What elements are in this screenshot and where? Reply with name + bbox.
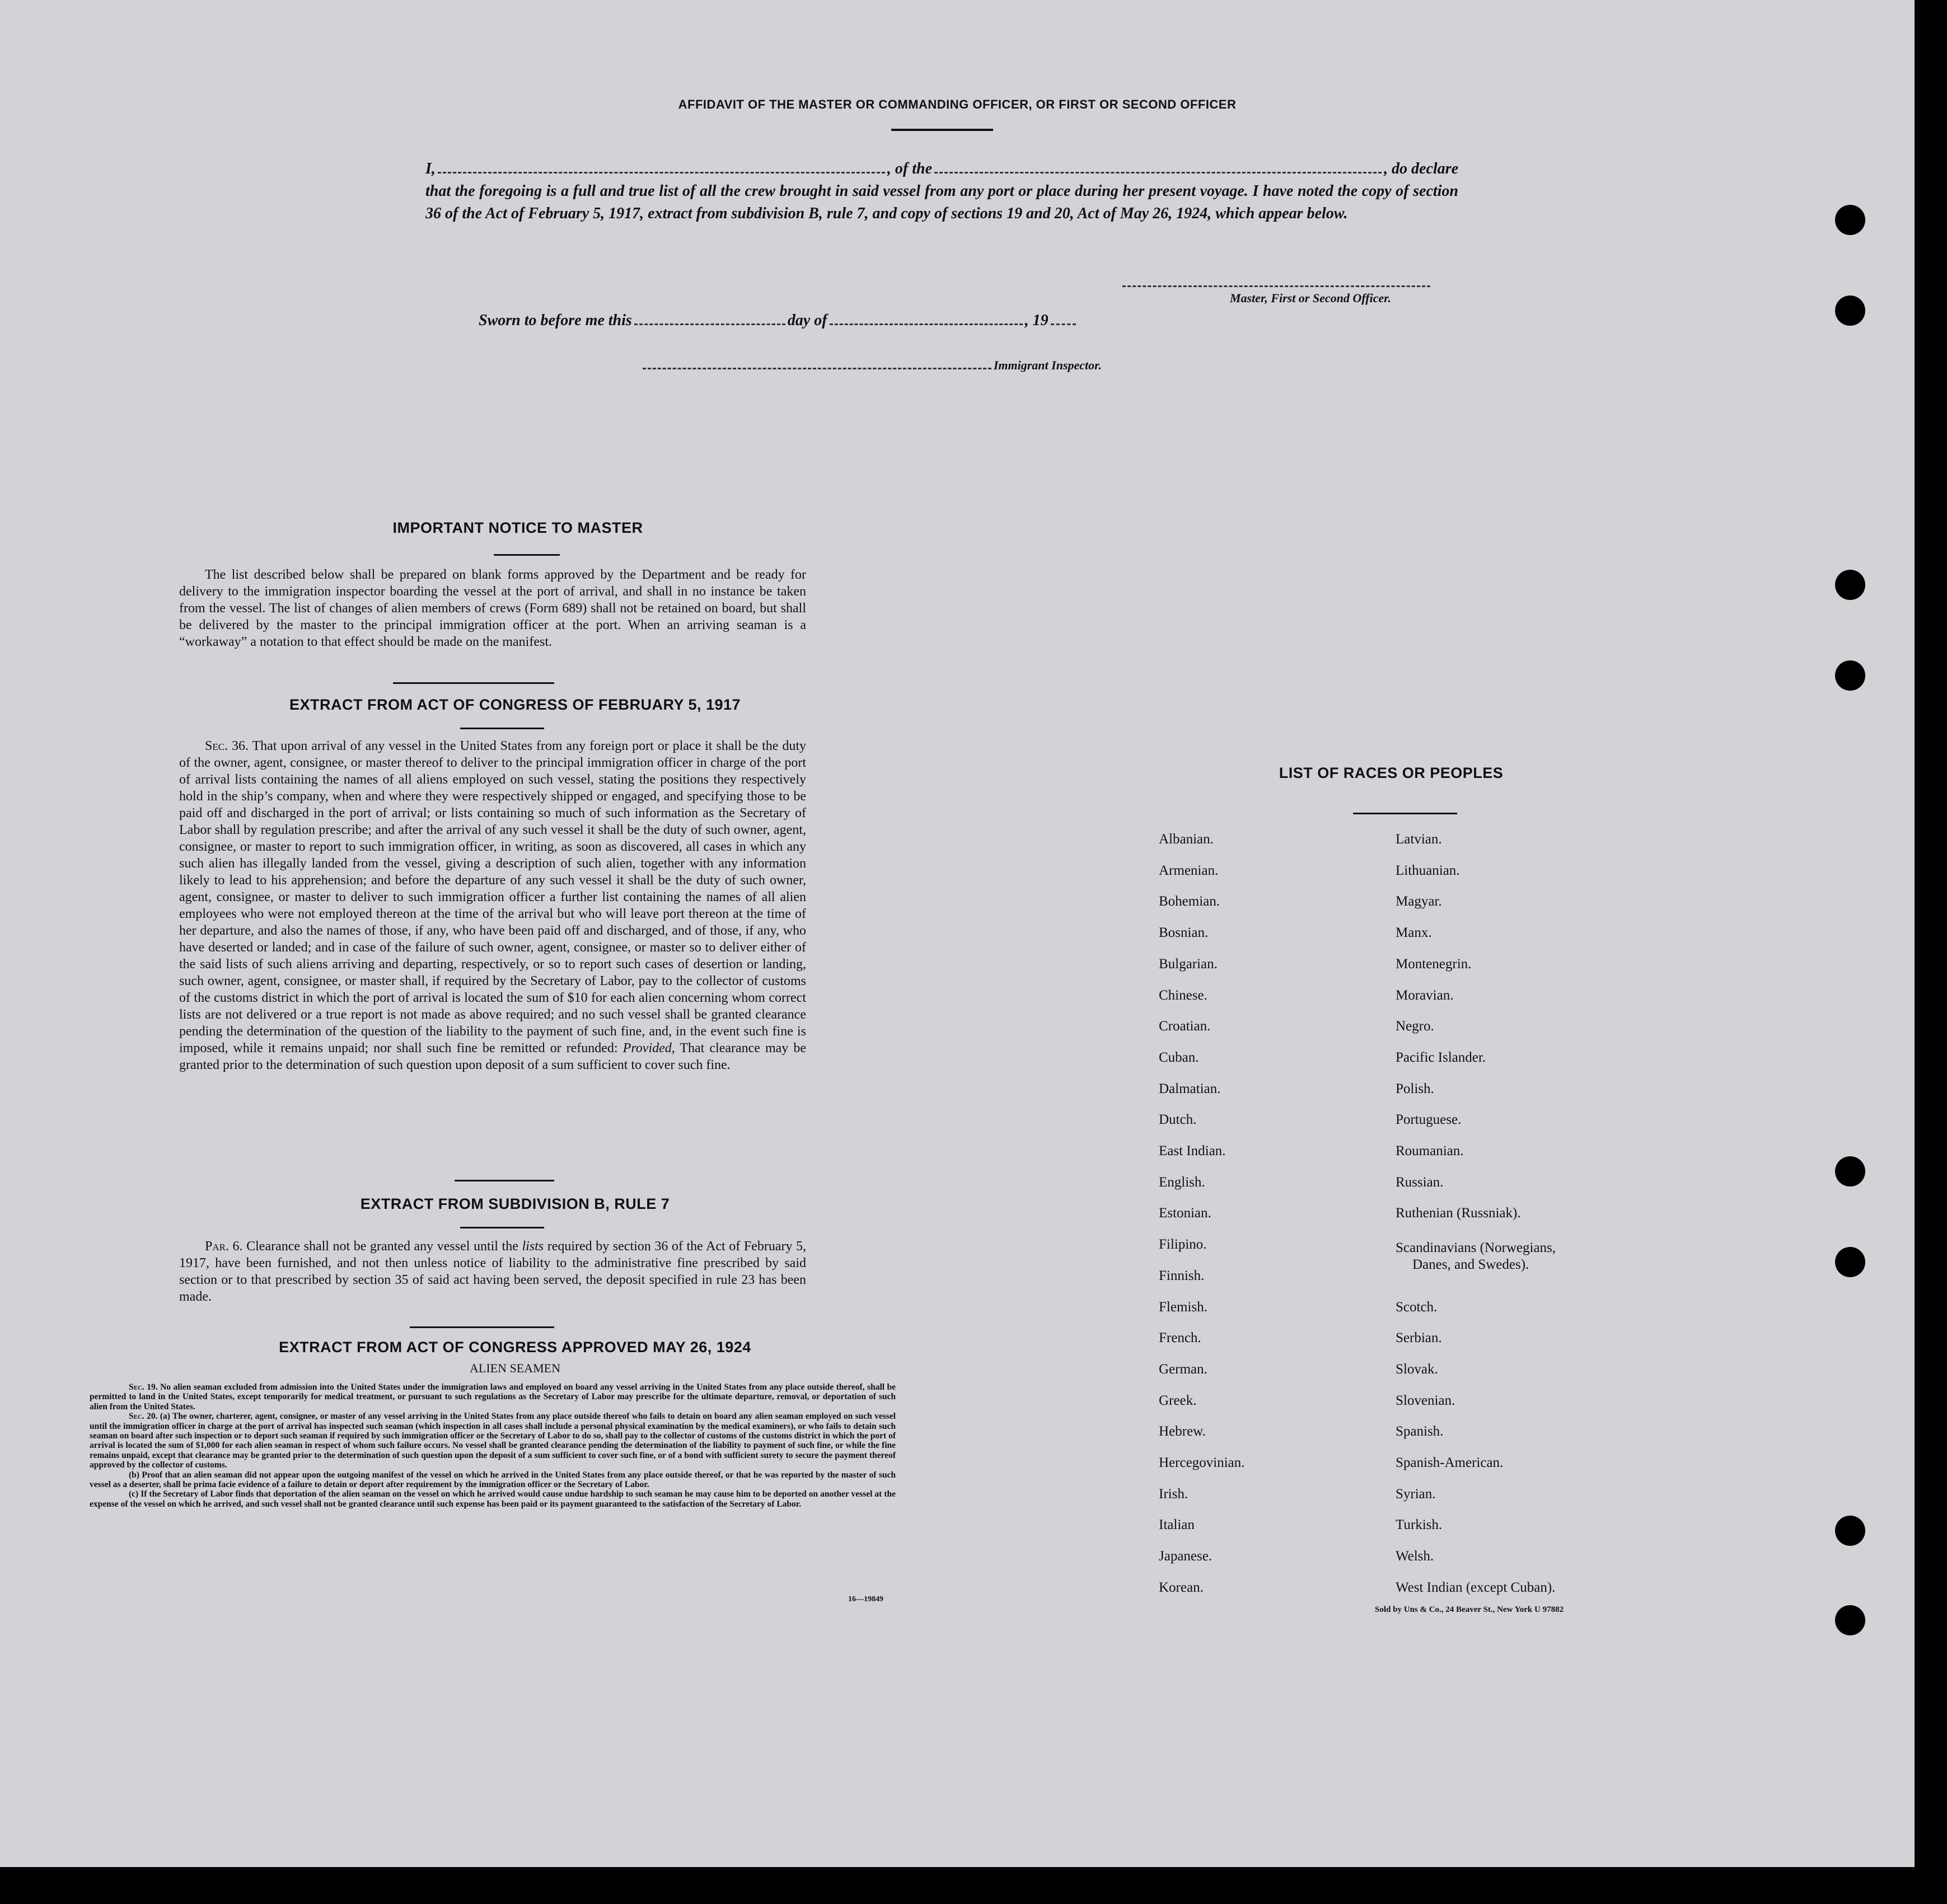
section-20-label: Sec. 20. <box>129 1411 158 1422</box>
race-item: Turkish. <box>1396 1517 1443 1533</box>
race-item: Hebrew. <box>1159 1424 1206 1439</box>
divider <box>891 129 993 131</box>
section-36-end: That clearance may be granted prior to the determination of such question upon deposit of a sum sufficient to cover such fine. <box>179 1041 807 1072</box>
lists-word: lists <box>522 1239 544 1254</box>
section-36-label: Sec. 36. <box>205 739 249 753</box>
rule7-body-a: Clearance shall not be granted any vessel until the <box>246 1239 518 1254</box>
section-19-label: Sec. 19. <box>129 1382 158 1392</box>
race-item: Lithuanian. <box>1396 862 1460 878</box>
race-item: German. <box>1159 1361 1207 1377</box>
provided-label: Provided, <box>623 1041 675 1056</box>
binder-hole <box>1835 1605 1865 1635</box>
year-blank[interactable] <box>1051 311 1076 325</box>
race-item: Estonian. <box>1159 1206 1211 1221</box>
race-item: Hercegovinian. <box>1159 1455 1245 1470</box>
race-item: Chinese. <box>1159 987 1207 1003</box>
race-item: Montenegrin. <box>1396 956 1472 972</box>
divider <box>460 728 544 729</box>
race-item: West Indian (except Cuban). <box>1396 1579 1556 1595</box>
race-item: Dalmatian. <box>1159 1081 1221 1096</box>
race-item: English. <box>1159 1174 1205 1190</box>
race-item: East Indian. <box>1159 1143 1226 1159</box>
race-item: Greek. <box>1159 1392 1197 1408</box>
race-item: Dutch. <box>1159 1112 1197 1128</box>
race-item: Latvian. <box>1396 832 1442 847</box>
race-item: Serbian. <box>1396 1330 1442 1346</box>
race-item: Syrian. <box>1396 1486 1436 1502</box>
inspector-caption: Immigrant Inspector. <box>993 358 1102 372</box>
form-number: 16—19849 <box>848 1595 883 1603</box>
notice-text: The list described below shall be prepared on blank forms approved by the Department and be ready for delivery to the immigration inspector boarding the vessel at the port of arrival, and shall in no instance be taken from the vessel. The list of changes of alien members of crews (Form 689) shall not be retained on board, but shall be delivered by the master to the principal immigration officer at the port. When an arriving seaman is a “workaway” a notation to that effect should be made on the manifest. <box>179 568 806 649</box>
race-item: Portuguese. <box>1396 1112 1462 1128</box>
race-item: Croatian. <box>1159 1019 1211 1034</box>
race-item: Bohemian. <box>1159 894 1220 909</box>
alien-seamen-subtitle: ALIEN SEAMEN <box>470 1361 560 1375</box>
race-item: French. <box>1159 1330 1201 1346</box>
day-blank[interactable] <box>634 311 785 325</box>
extract-1917-title: EXTRACT FROM ACT OF CONGRESS OF FEBRUARY 5, 1917 <box>289 696 741 713</box>
race-item: Filipino. <box>1159 1237 1207 1253</box>
race-item: Ruthenian (Russniak). <box>1396 1206 1521 1221</box>
race-item-continued: Danes, and Swedes). <box>1412 1257 1529 1272</box>
divider <box>494 554 560 556</box>
race-item: Cuban. <box>1159 1049 1199 1065</box>
binder-hole <box>1835 296 1865 326</box>
race-item: Flemish. <box>1159 1299 1207 1315</box>
section-20a-body: (a) The owner, charterer, agent, consignee, or master of any vessel arriving in the United States from any place outside thereof who fails to detain on board any alien seaman employed on such vessel until the immigration officer in charge at the port of arrival has inspected such seaman (which inspection in all cases shall include a personal physical examination by the medical examiners), or who fails to detain such seaman on board after such inspection or to deport such seaman if required by such immigration officer or the Secretary of Labor to do so, shall pay to the collector of customs of the customs district in which the port of arrival is located the sum of $1,000 for each alien seaman in respect of whom such failure occurs. No vessel shall be granted clearance pending the determination of the liability to payment of such fine, or while the fine remains unpaid, except that clearance may be granted prior to the determination of such question upon the deposit of a sum sufficient to cover such fine, or of a bond with sufficient surety to secure the payment thereof approved by the collector of customs. <box>90 1411 896 1470</box>
race-item: Negro. <box>1396 1019 1434 1034</box>
divider <box>393 682 554 684</box>
notice-title: IMPORTANT NOTICE TO MASTER <box>392 519 643 536</box>
vessel-blank[interactable] <box>934 160 1382 173</box>
rule7-text <box>179 1238 806 1305</box>
race-item: Welsh. <box>1396 1549 1434 1564</box>
race-item: Russian. <box>1396 1174 1444 1190</box>
races-title: LIST OF RACES OR PEOPLES <box>1279 765 1504 781</box>
race-item: Korean. <box>1159 1579 1204 1595</box>
rule7-title: EXTRACT FROM SUBDIVISION B, RULE 7 <box>360 1195 670 1212</box>
inspector-line <box>643 358 1102 373</box>
binder-hole <box>1835 205 1865 235</box>
section-19 <box>90 1382 896 1411</box>
binder-hole <box>1835 1247 1865 1277</box>
rule7-body-b: required by section 36 of the Act of February 5, 1917, have been furnished, and not then unless notice of liability to the administrative fine prescribed by said section or to that prescribed by section 35 of said act having been served, the deposit specified in rule 23 has been made. <box>179 1239 807 1304</box>
race-item: Slovak. <box>1396 1361 1438 1377</box>
affidavit-text: that the foregoing is a full and true list of all the crew brought in said vessel from any port or place during her present voyage. I have noted the copy of section 36 of the Act of February 5, 1917, extract from subdivision B, rule 7, and copy of sections 19 and 20, Act of May 26, 1924, which appear below. <box>425 182 1458 222</box>
race-item: Italian <box>1159 1517 1195 1533</box>
section-36-text <box>179 738 806 1073</box>
race-item: Spanish. <box>1396 1424 1444 1439</box>
sections-19-20-text <box>90 1382 896 1509</box>
race-item: Irish. <box>1159 1486 1188 1502</box>
sworn-line <box>479 311 1145 330</box>
race-item: Scandinavians (Norwegians, <box>1396 1240 1556 1255</box>
divider <box>455 1180 554 1181</box>
race-item: Moravian. <box>1396 987 1454 1003</box>
affidavit-title: AFFIDAVIT OF THE MASTER OR COMMANDING OFFICER, OR FIRST OR SECOND OFFICER <box>678 97 1237 111</box>
race-item: Spanish-American. <box>1396 1455 1504 1470</box>
race-item: Bosnian. <box>1159 925 1209 941</box>
affidavit-declaration <box>425 158 1458 225</box>
day-of-label: day of <box>787 312 827 329</box>
race-item: Polish. <box>1396 1081 1434 1096</box>
name-blank[interactable] <box>438 160 885 173</box>
section-20a <box>90 1411 896 1470</box>
race-item: Bulgarian. <box>1159 956 1218 972</box>
binder-hole <box>1835 570 1865 600</box>
sworn-label: Sworn to before me this <box>479 312 632 329</box>
race-item: Pacific Islander. <box>1396 1049 1486 1065</box>
race-item: Slovenian. <box>1396 1392 1455 1408</box>
race-item: Finnish. <box>1159 1268 1205 1283</box>
affidavit-of-label: , of the <box>887 160 933 177</box>
divider <box>410 1326 554 1328</box>
race-item: Albanian. <box>1159 832 1214 847</box>
section-20c: (c) If the Secretary of Labor finds that deportation of the alien seaman on the vessel on which he arrived would cause undue hardship to such seaman he may cause him to be deported on another vessel at the expense of the vessel on which he arrived, and such vessel shall not be granted clearance until such expense has been paid or its payment guaranteed to the satisfaction of the Secretary of Labor. <box>90 1489 896 1509</box>
master-signature-caption: Master, First or Second Officer. <box>1229 291 1391 305</box>
race-item: Manx. <box>1396 925 1432 941</box>
binder-hole <box>1835 1156 1865 1187</box>
master-signature-line[interactable] <box>1122 285 1430 287</box>
binder-hole <box>1835 1516 1865 1546</box>
section-36-body: That upon arrival of any vessel in the United States from any foreign port or place it shall be the duty of the owner, agent, consignee, or master thereof to deliver to the principal immigration officer in charge of the port of arrival lists containing the names of all aliens employed on such vessel, stating the positions they respectively hold in the ship’s company, when and where they were respectively shipped or engaged, and specifying those to be paid off and discharged in the port of arrival; or lists containing so much of such information as the Secretary of Labor shall by regulation prescribe; and after the arrival of any such vessel it shall be the duty of such owner, agent, consignee, or master to report to such immigration officer, in writing, as soon as discovered, all cases in which any such alien has illegally landed from the vessel, giving a description of such alien, together with any information likely to lead to his apprehension; and before the departure of any such vessel it shall be the duty of such owner, agent, consignee, or master to deliver to such immigration officer a further list containing the names of all alien employees who were not employed thereon at the time of the arrival but who will leave port thereon at the time of her departure, and also the names of those, if any, who have been paid off and discharged, and of those, if any, who have deserted or landed; and in case of the failure of such owner, agent, consignee, or master so to deliver either of the said lists of such aliens arriving and departing, respectively, or so to report such cases of desertion or landing, such owner, agent, consignee, or master shall, if required by the Secretary of Labor, pay to the collector of customs of the customs district in which the port of arrival is located the sum of $10 for each alien concerning whom correct lists are not delivered or a true report is not made as above required; and no such vessel shall be granted clearance pending the determination of the question of the liability to the payment of such fine, and, in the event such fine is imposed, while it remains unpaid; nor shall such fine be remitted or refunded: <box>179 739 806 1056</box>
par-6-label: Par. 6. <box>205 1239 243 1254</box>
year-label: , 19 <box>1024 312 1049 329</box>
binder-hole <box>1835 660 1865 691</box>
section-20b: (b) Proof that an alien seaman did not appear upon the outgoing manifest of the vessel on which he arrived in the United States from any place outside thereof, or that he was reported by the master of such vessel as a deserter, shall be prima facie evidence of a failure to detain or deport after requirement by the immigration officer or the Secretary of Labor. <box>90 1470 896 1490</box>
extract-1924-title: EXTRACT FROM ACT OF CONGRESS APPROVED MAY 26, 1924 <box>279 1339 751 1356</box>
inspector-signature-blank[interactable] <box>643 359 991 369</box>
race-item: Japanese. <box>1159 1549 1213 1564</box>
race-item: Roumanian. <box>1396 1143 1464 1159</box>
race-item: Magyar. <box>1396 894 1442 909</box>
divider <box>1353 813 1457 814</box>
divider <box>460 1227 544 1228</box>
printer-imprint: Sold by Uns & Co., 24 Beaver St., New York U 97882 <box>1375 1605 1564 1614</box>
race-item: Armenian. <box>1159 862 1219 878</box>
section-19-body: No alien seaman excluded from admission into the United States under the immigration laws and employed on board any vessel arriving in the United States from any place outside thereof, shall be permitted to land in the United States, except temporarily for medical treatment, or pursuant to such regulations as the Secretary of Labor may prescribe for the ultimate departure, removal, or deportation of such alien from the United States. <box>90 1382 896 1411</box>
month-blank[interactable] <box>830 311 1023 325</box>
affidavit-declare-label: , do declare <box>1384 160 1459 177</box>
race-item: Scotch. <box>1396 1299 1438 1315</box>
affidavit-i-label: I, <box>425 160 436 177</box>
